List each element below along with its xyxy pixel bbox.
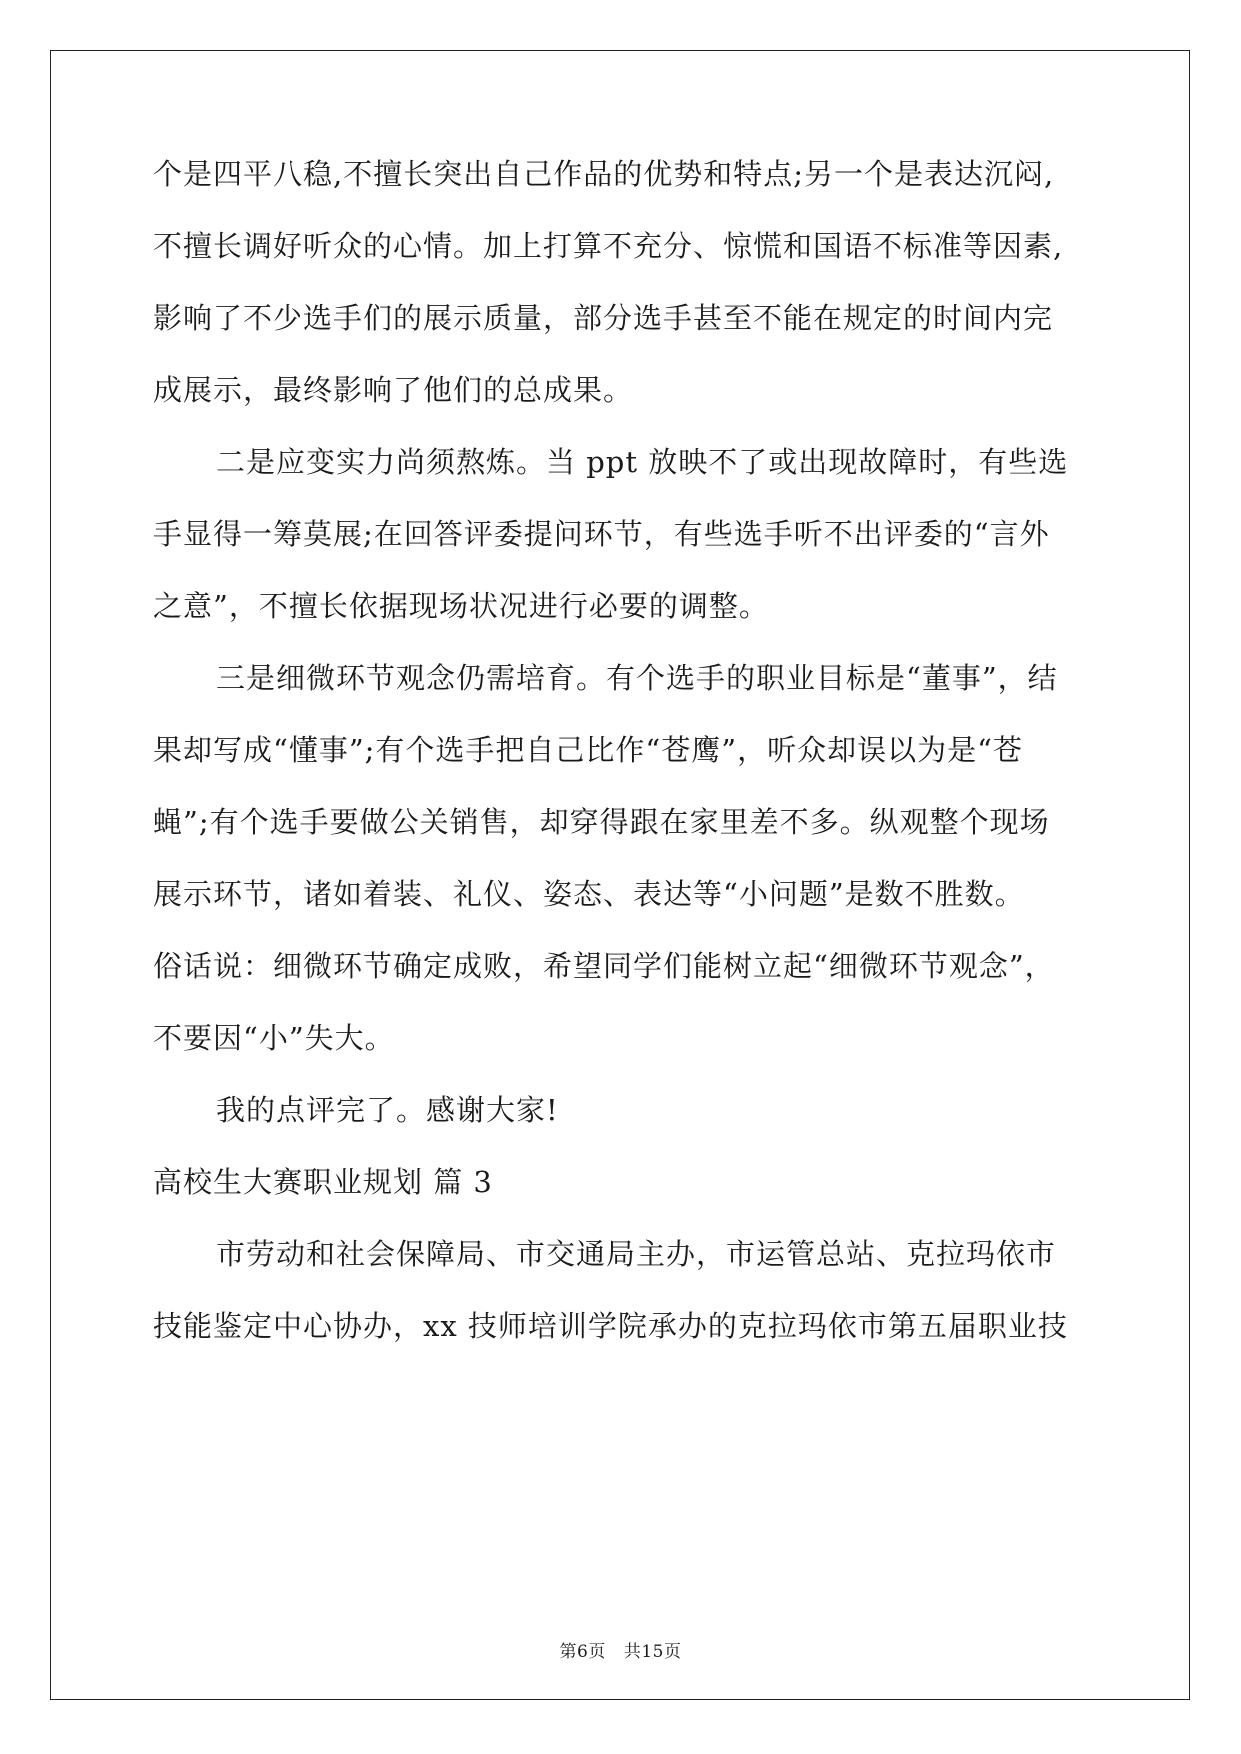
text-line: 之意”，不擅长依据现场状况进行必要的调整。 bbox=[153, 589, 769, 623]
text-line: 蝇”;有个选手要做公关销售，却穿得跟在家里差不多。纵观整个现场 bbox=[153, 805, 1050, 839]
text-line: 技能鉴定中心协办，xx 技师培训学院承办的克拉玛依市第五届职业技 bbox=[153, 1309, 1068, 1343]
text-line: 三是细微环节观念仍需培育。有个选手的职业目标是“董事”，结 bbox=[216, 661, 1058, 695]
page-number: 第6页 bbox=[559, 1642, 606, 1662]
text-line: 二是应变实力尚须熬炼。当 ppt 放映不了或出现故障时，有些选 bbox=[216, 445, 1069, 479]
section-heading: 高校生大赛职业规划 篇 3 bbox=[153, 1165, 493, 1199]
text-line: 我的点评完了。感谢大家! bbox=[216, 1093, 559, 1127]
page-footer bbox=[0, 1640, 1241, 1664]
text-line: 手显得一筹莫展;在回答评委提问环节，有些选手听不出评委的“言外 bbox=[153, 517, 1050, 551]
text-line: 不擅长调好听众的心情。加上打算不充分、惊慌和国语不标准等因素, bbox=[153, 229, 1064, 263]
text-line: 个是四平八稳,不擅长突出自己作品的优势和特点;另一个是表达沉闷, bbox=[153, 157, 1055, 191]
text-line: 果却写成“懂事”;有个选手把自己比作“苍鹰”，听众却误以为是“苍 bbox=[153, 733, 1023, 767]
text-line: 俗话说：细微环节确定成败，希望同学们能树立起“细微环节观念”， bbox=[153, 949, 1055, 983]
text-line: 不要因“小”失大。 bbox=[153, 1021, 395, 1055]
text-line: 成展示，最终影响了他们的总成果。 bbox=[153, 373, 634, 407]
text-line: 展示环节，诸如着装、礼仪、姿态、表达等“小问题”是数不胜数。 bbox=[153, 877, 1025, 911]
page-total: 共15页 bbox=[623, 1642, 682, 1662]
text-line: 市劳动和社会保障局、市交通局主办，市运管总站、克拉玛依市 bbox=[216, 1237, 1057, 1271]
text-line: 影响了不少选手们的展示质量，部分选手甚至不能在规定的时间内完 bbox=[153, 301, 1054, 335]
